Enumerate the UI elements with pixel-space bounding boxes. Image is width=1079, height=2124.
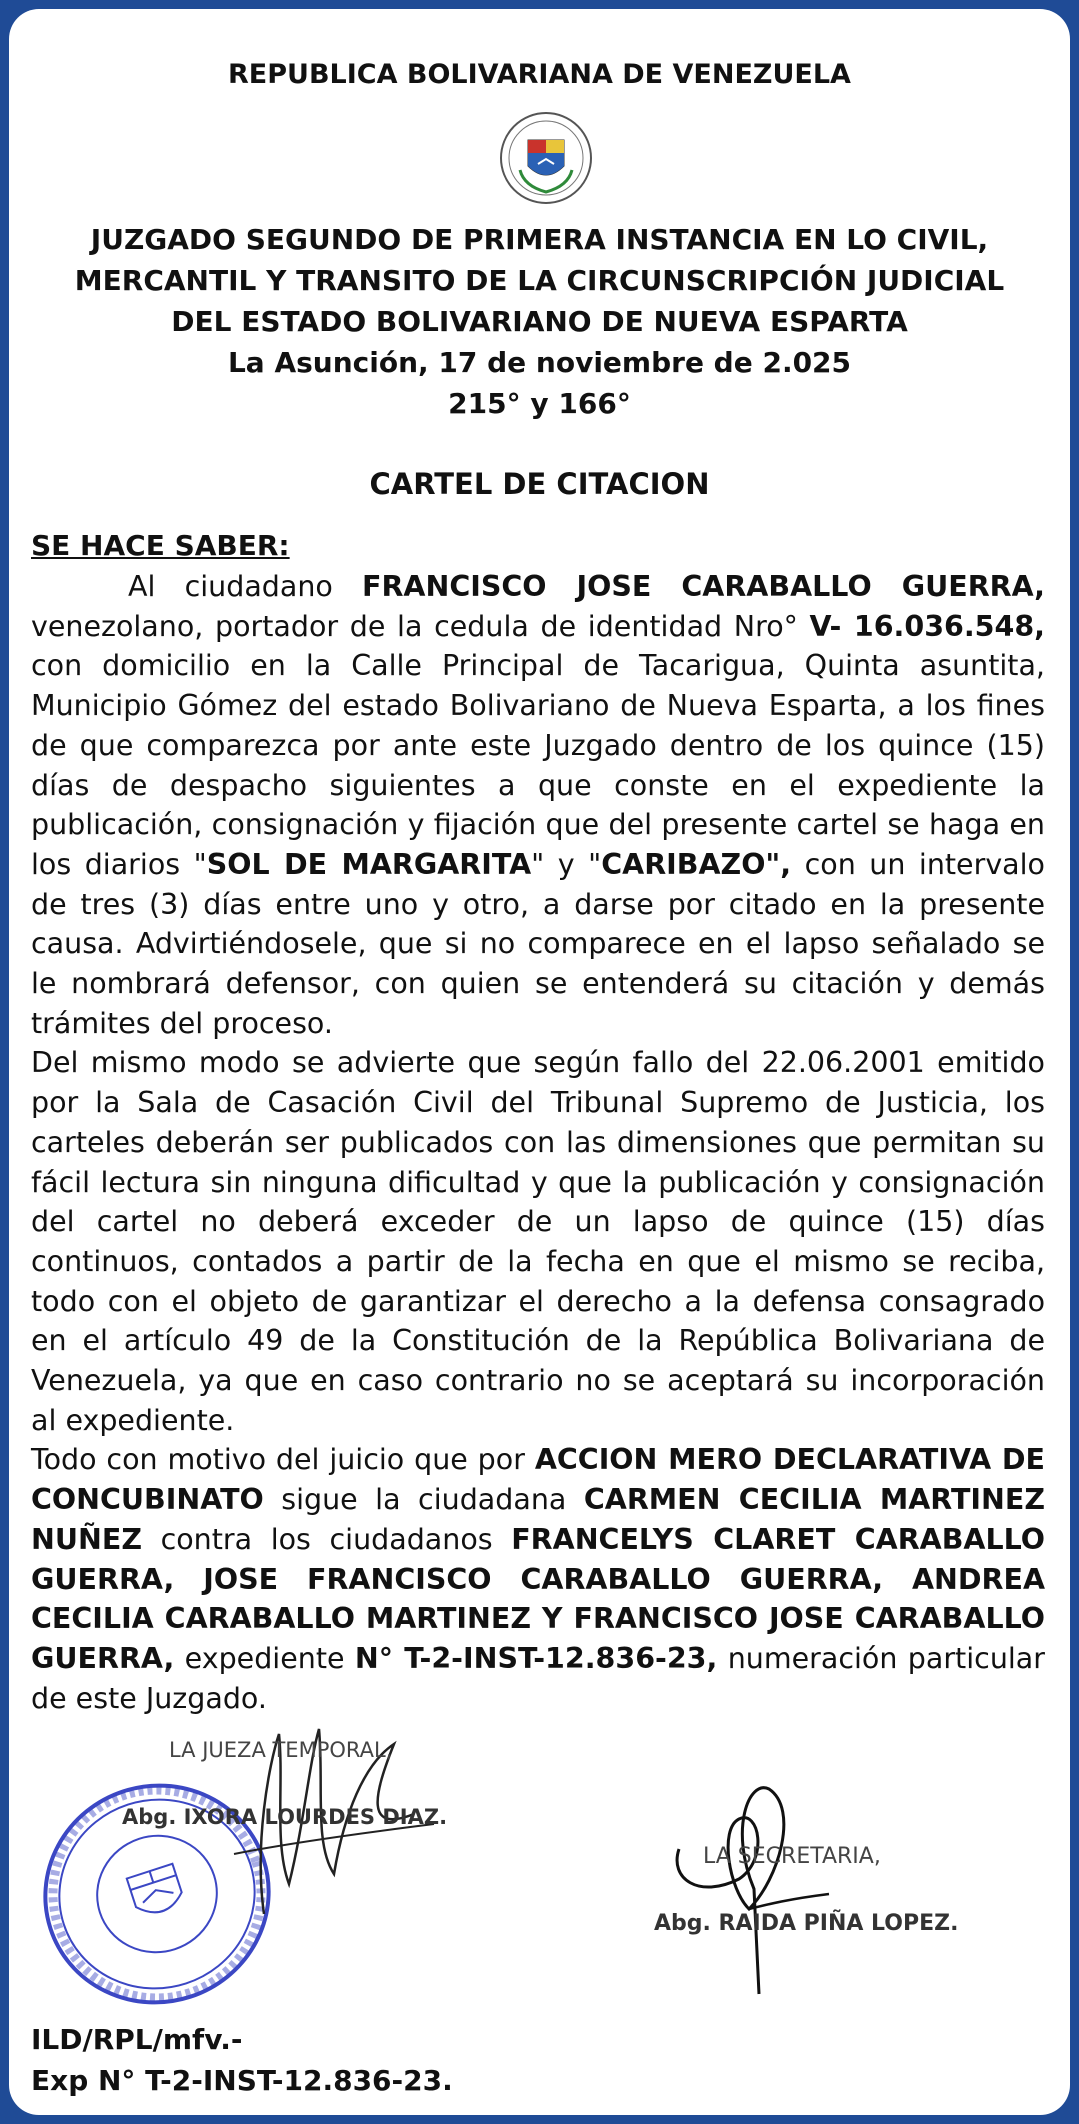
- defendant-name: FRANCISCO JOSE CARABALLO GUERRA,: [362, 570, 1045, 603]
- p1-text-1: Al ciudadano: [128, 570, 362, 603]
- secretary-title: LA SECRETARIA,: [703, 1844, 881, 1869]
- defendants-names: FRANCELYS CLARET CARABALLO GUERRA, JOSE FRANCISCO CARABALLO GUERRA, ANDREA CECILIA CARABALLO MARTINEZ Y FRANCISCO JOSE CARABALLO GUERRA,: [31, 1522, 1046, 1675]
- p3-text-1: Todo con motivo del juicio que por: [31, 1443, 535, 1477]
- court-line-2: MERCANTIL Y TRANSITO DE LA CIRCUNSCRIPCIÓN JUDICIAL: [74, 264, 1005, 297]
- country-heading: REPUBLICA BOLIVARIANA DE VENEZUELA: [228, 59, 851, 90]
- judge-title: LA JUEZA TEMPORAL,: [169, 1738, 393, 1762]
- date-line: La Asunción, 17 de noviembre de 2.025: [227, 346, 852, 379]
- initials: ILD/RPL/mfv.-: [31, 2023, 243, 2056]
- footer-case-number: Exp N° T-2-INST-12.836-23.: [31, 2064, 453, 2097]
- court-line-3: DEL ESTADO BOLIVARIANO DE NUEVA ESPARTA: [171, 305, 908, 338]
- case-number: N° T-2-INST-12.836-23,: [354, 1641, 718, 1675]
- newspaper-1: SOL DE MARGARITA: [206, 847, 532, 881]
- p1-text-2: venezolano, portador de la cedula de identidad Nro°: [31, 609, 810, 643]
- court-heading: [9, 219, 1070, 424]
- paragraph-warning: Del mismo modo se advierte que según fallo del 22.06.2001 emitido por la Sala de Casación Civil del Tribunal Supremo de Justicia, los carteles deberán ser publicados con las dimensiones que permitan su fácil lectura sin ninguna dificultad y que la publicación y consignación del cartel no deberá exceder de un lapso de quince (15) días continuos, contados a partir de la fecha en que el mismo se reciba, todo con el objeto de garantizar el derecho a la defensa consagrado en el artículo 49 de la Constitución de la República Bolivariana de Venezuela, ya que en caso contrario no se aceptará su incorporación al expediente.: [31, 1046, 1045, 1437]
- notice-heading: SE HACE SABER:: [31, 529, 290, 562]
- plaintiff-name: CARMEN CECILIA MARTINEZ NUÑEZ: [31, 1483, 1045, 1556]
- p3-text-3: contra los ciudadanos: [141, 1522, 512, 1556]
- p1-text-3: con domicilio en la Calle Principal de Tacarigua, Quinta asuntita, Municipio Gómez del estado Bolivariano de Nueva Esparta, a los fines de que comparezca por ante este Juzgado dentro de los quince (15) días de despacho siguientes a que conste en el expediente la publicación, consignación y fijación que del presente cartel se haga en los diarios ": [31, 649, 1045, 881]
- court-line-1: JUZGADO SEGUNDO DE PRIMERA INSTANCIA EN LO CIVIL,: [90, 223, 989, 256]
- secretary-name: Abg. RAIDA PIÑA LOPEZ.: [654, 1911, 959, 1936]
- id-number: V- 16.036.548,: [809, 609, 1046, 643]
- years-line: 215° y 166°: [448, 387, 631, 420]
- judge-name: Abg. IXORA LOURDES DIAZ.: [122, 1805, 448, 1829]
- p1-text-5: con un intervalo de tres (3) días entre uno y otro, a darse por citado en la presente causa. Advirtiéndosele, que si no comparece en el lapso señalado se le nombrará defensor, con quien se entenderá su citación y demás trámites del proceso.: [31, 847, 1045, 1040]
- signature-area: [9, 1719, 1070, 2019]
- footer: [31, 2019, 453, 2101]
- p3-text-4: expediente: [174, 1641, 355, 1675]
- p3-text-5: numeración particular de este Juzgado.: [31, 1641, 1045, 1715]
- p3-text-2: sigue la ciudadana: [263, 1483, 584, 1517]
- secretary-signature-icon: [659, 1769, 859, 1999]
- paragraph-case: [31, 1440, 1045, 1718]
- notice-card: [9, 9, 1070, 2115]
- newspaper-2: CARIBAZO",: [601, 847, 792, 881]
- document-title: CARTEL DE CITACION: [369, 467, 710, 501]
- notice-body: [31, 567, 1045, 1718]
- paragraph-citation: [31, 567, 1045, 1043]
- coat-of-arms-seal-icon: [498, 110, 594, 206]
- action-type: ACCION MERO DECLARATIVA DE CONCUBINATO: [31, 1443, 1045, 1517]
- p1-text-4: " y ": [531, 847, 602, 881]
